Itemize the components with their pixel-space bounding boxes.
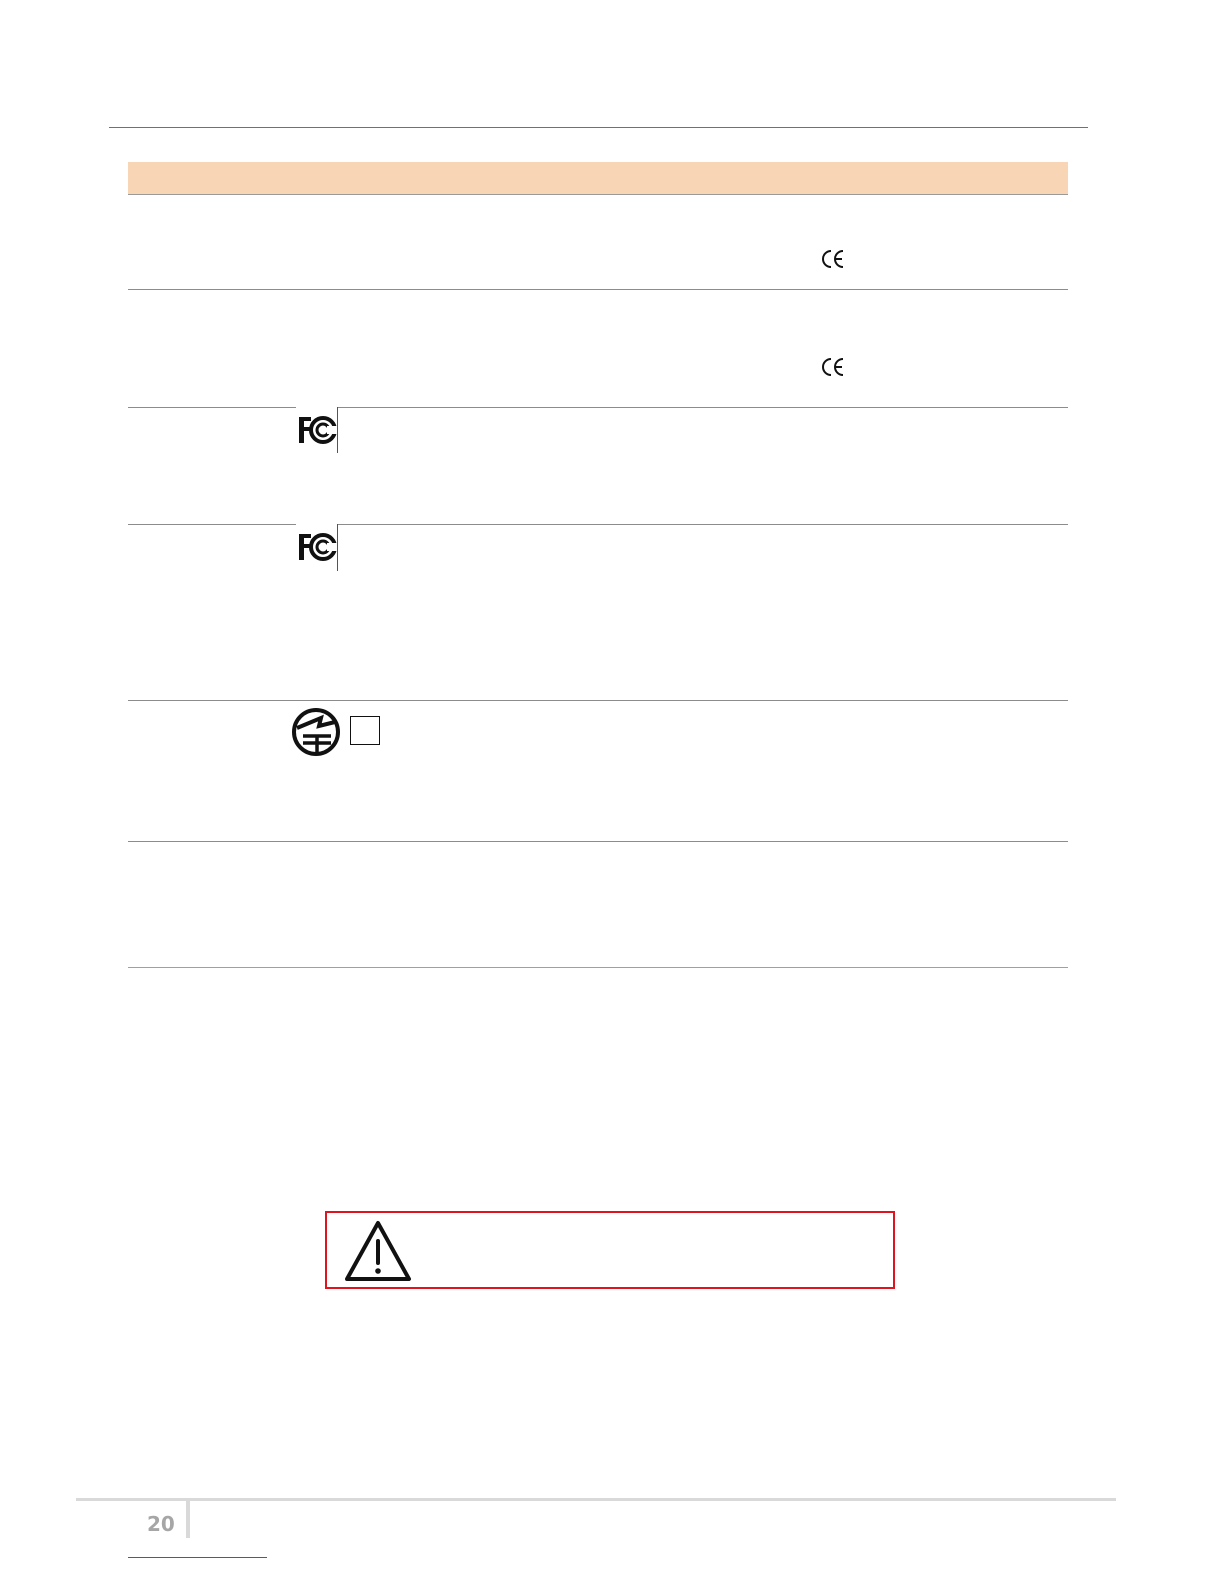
warning-box xyxy=(325,1211,895,1289)
table-row-divider xyxy=(338,524,1068,525)
logo-separator xyxy=(337,524,338,571)
table-row-divider xyxy=(338,407,1068,408)
table-row-divider xyxy=(128,524,296,525)
table-bottom-border xyxy=(128,967,1068,968)
table-header-row xyxy=(128,162,1068,195)
page-number: 20 xyxy=(147,1512,175,1536)
logo-separator xyxy=(337,407,338,453)
hyperlink-underline[interactable] xyxy=(128,1557,267,1558)
footer-rule xyxy=(76,1498,1116,1501)
telec-code-box xyxy=(350,716,380,745)
table-row-divider xyxy=(128,841,1068,842)
footer-separator xyxy=(186,1500,190,1538)
table-row-divider xyxy=(128,407,296,408)
telec-mark-icon xyxy=(291,706,343,763)
fcc-logo-icon xyxy=(297,530,337,569)
ce-mark-icon xyxy=(820,248,846,275)
fcc-logo-icon xyxy=(297,413,337,452)
warning-triangle-icon xyxy=(343,1219,413,1288)
table-row-divider xyxy=(128,700,1068,701)
ce-mark-icon xyxy=(820,356,846,383)
table-row-divider xyxy=(128,289,1068,290)
header-rule xyxy=(109,127,1088,128)
